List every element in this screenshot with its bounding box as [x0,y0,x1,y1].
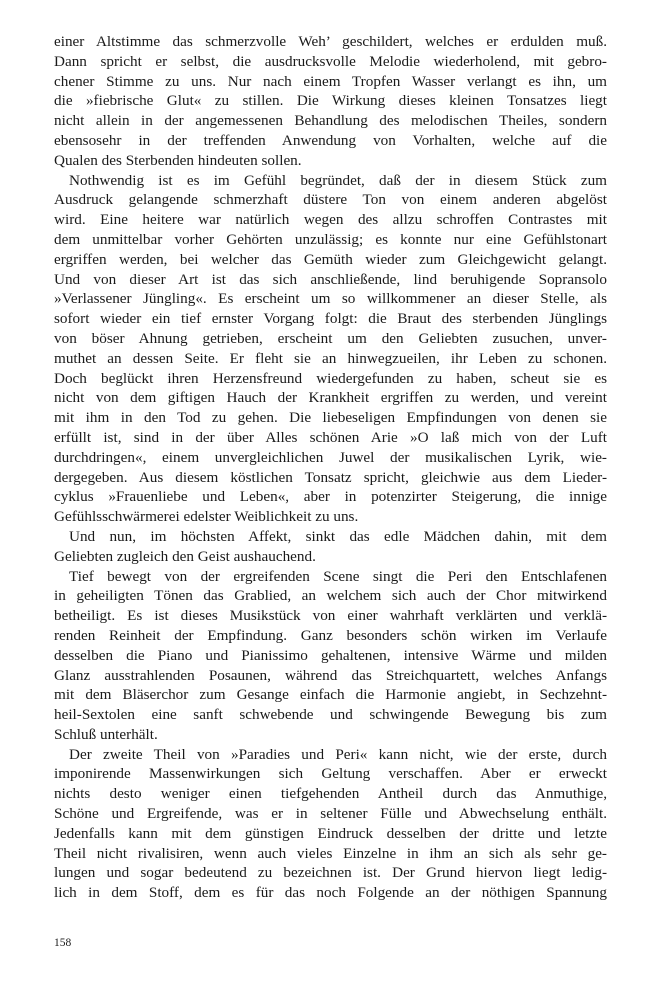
text-line: mit dem Bläserchor zum Gesange einfach die Harmonie angiebt, in Sechzehnt- [54,686,607,704]
page-body [54,32,607,903]
paragraph [54,32,607,171]
text-line: Schluß unterhält. [54,725,158,743]
text-line: Und nun, im höchsten Affekt, sinkt das edle Mädchen dahin, mit dem [69,527,607,545]
text-line: Der zweite Theil von »Paradies und Peri« kann nicht, wie der erste, durch [69,745,607,763]
text-line: renden Reinheit der Empfindung. Ganz besonders schön wirken im Verlaufe [54,626,607,644]
text-line: die »fiebrische Glut« zu stillen. Die Wirkung dieses kleinen Tonsatzes liegt [54,92,607,110]
paragraph [54,171,607,527]
text-line: imponirende Massenwirkungen sich Geltung verschaffen. Aber er erweckt [54,765,607,783]
text-line: Schöne und Ergreifende, was er in seltener Fülle und Abwechselung enthält. [54,805,607,823]
text-line: mit ihm in den Tod zu gehen. Die liebeseligen Empfindungen von denen sie [54,409,607,427]
text-line: lich in dem Stoff, dem es für das noch Folgende an der nöthigen Spannung [54,884,607,902]
text-line: sofort wieder ein tief ernster Vorgang folgt: die Braut des sterbenden Jünglings [54,310,607,328]
text-line: wird. Eine heitere war natürlich wegen des allzu schroffen Contrastes mit [54,211,607,229]
page-number: 158 [54,937,72,949]
text-line: erfüllt ist, sind in der über Alles schönen Arie »O laß mich von der Luft [54,428,607,446]
text-line: Gefühlsschwärmerei edelster Weiblichkeit zu uns. [54,508,359,526]
text-line: Glanz ausstrahlenden Posaunen, während das Streichquartett, welches Anfangs [54,666,607,684]
text-line: dem unmittelbar vorher Gehörten unzulässig; es konnte nur eine Gefühlstonart [54,230,607,248]
text-line: Und von dieser Art ist das sich anschließende, lind beruhigende Sopransolo [54,270,607,288]
text-line: betheiligt. Es ist dieses Musikstück von einer wahrhaft verklärten und verklä- [54,607,607,625]
text-line: in geheiligten Tönen das Grablied, an welchem sich auch der Chor mitwirkend [54,587,607,605]
text-line: Nothwendig ist es im Gefühl begründet, daß der in diesem Stück zum [69,171,607,189]
text-line: Tief bewegt von der ergreifenden Scene singt die Peri den Entschlafenen [69,567,607,585]
text-line: einer Altstimme das schmerzvolle Weh’ geschildert, welches er erdulden muß. [54,33,607,50]
text-line: desselben die Piano und Pianissimo gehaltenen, intensive Wärme und milden [54,646,607,664]
text-line: Dann spricht er selbst, die ausdrucksvolle Melodie wiederholend, mit gebro- [54,52,607,70]
text-line: chener Stimme zu uns. Nur nach einem Tropfen Wasser verlangt es ihn, um [54,72,607,90]
paragraph [54,567,607,745]
text-line: nichts desto weniger einen tiefgehenden Antheil durch das Anmuthige, [54,785,607,803]
text-line: dergegeben. Aus diesem köstlichen Tonsatz spricht, gleichwie aus dem Lieder- [54,468,607,486]
text-line: nicht allein in der angemessenen Behandlung des melodischen Theiles, sondern [54,112,607,130]
text-line: Doch beglückt ihren Herzensfreund wiedergefunden zu haben, scheut sie es [54,369,607,387]
paragraph [54,527,607,567]
text-line: lungen und sogar bedeutend zu bezeichnen ist. Der Grund hiervon liegt ledig- [54,864,607,882]
text-line: Qualen des Sterbenden hindeuten sollen. [54,151,302,169]
text-line: ebensosehr in der treffenden Anwendung von Vorhalten, welche auf die [54,131,607,149]
text-line: cyklus »Frauenliebe und Leben«, aber in potenzirter Steigerung, die innige [54,488,607,506]
text-line: Theil nicht rivalisiren, wenn auch vieles Einzelne in ihm an sich als sehr ge- [54,844,607,862]
text-line: durchdringen«, einem unvergleichlichen Juwel der musikalischen Lyrik, wie- [54,448,607,466]
paragraph [54,745,607,903]
text-line: ergriffen werden, bei welcher das Gemüth wieder zum Gleichgewicht gelangt. [54,250,607,268]
text-line: von böser Ahnung getrieben, erscheint um den Geliebten zusuchen, unver- [54,329,607,347]
text-line: Ausdruck gelangende schmerzhaft düstere Ton von einem anderen abgelöst [54,191,607,209]
text-line: Geliebten zugleich den Geist aushauchend. [54,547,316,565]
text-line: heil-Sextolen eine sanft schwebende und schwingende Bewegung bis zum [54,706,607,724]
text-line: muthet an dessen Seite. Er fleht sie an hinwegzueilen, ihr Leben zu schonen. [54,349,607,367]
text-line: »Verlassener Jüngling«. Es erscheint um so willkommener an dieser Stelle, als [54,290,607,308]
text-line: nicht von dem giftigen Hauch der Krankheit ergriffen zu werden, und vereint [54,389,607,407]
text-line: Jedenfalls kann mit dem günstigen Eindruck desselben der dritte und letzte [54,824,607,842]
